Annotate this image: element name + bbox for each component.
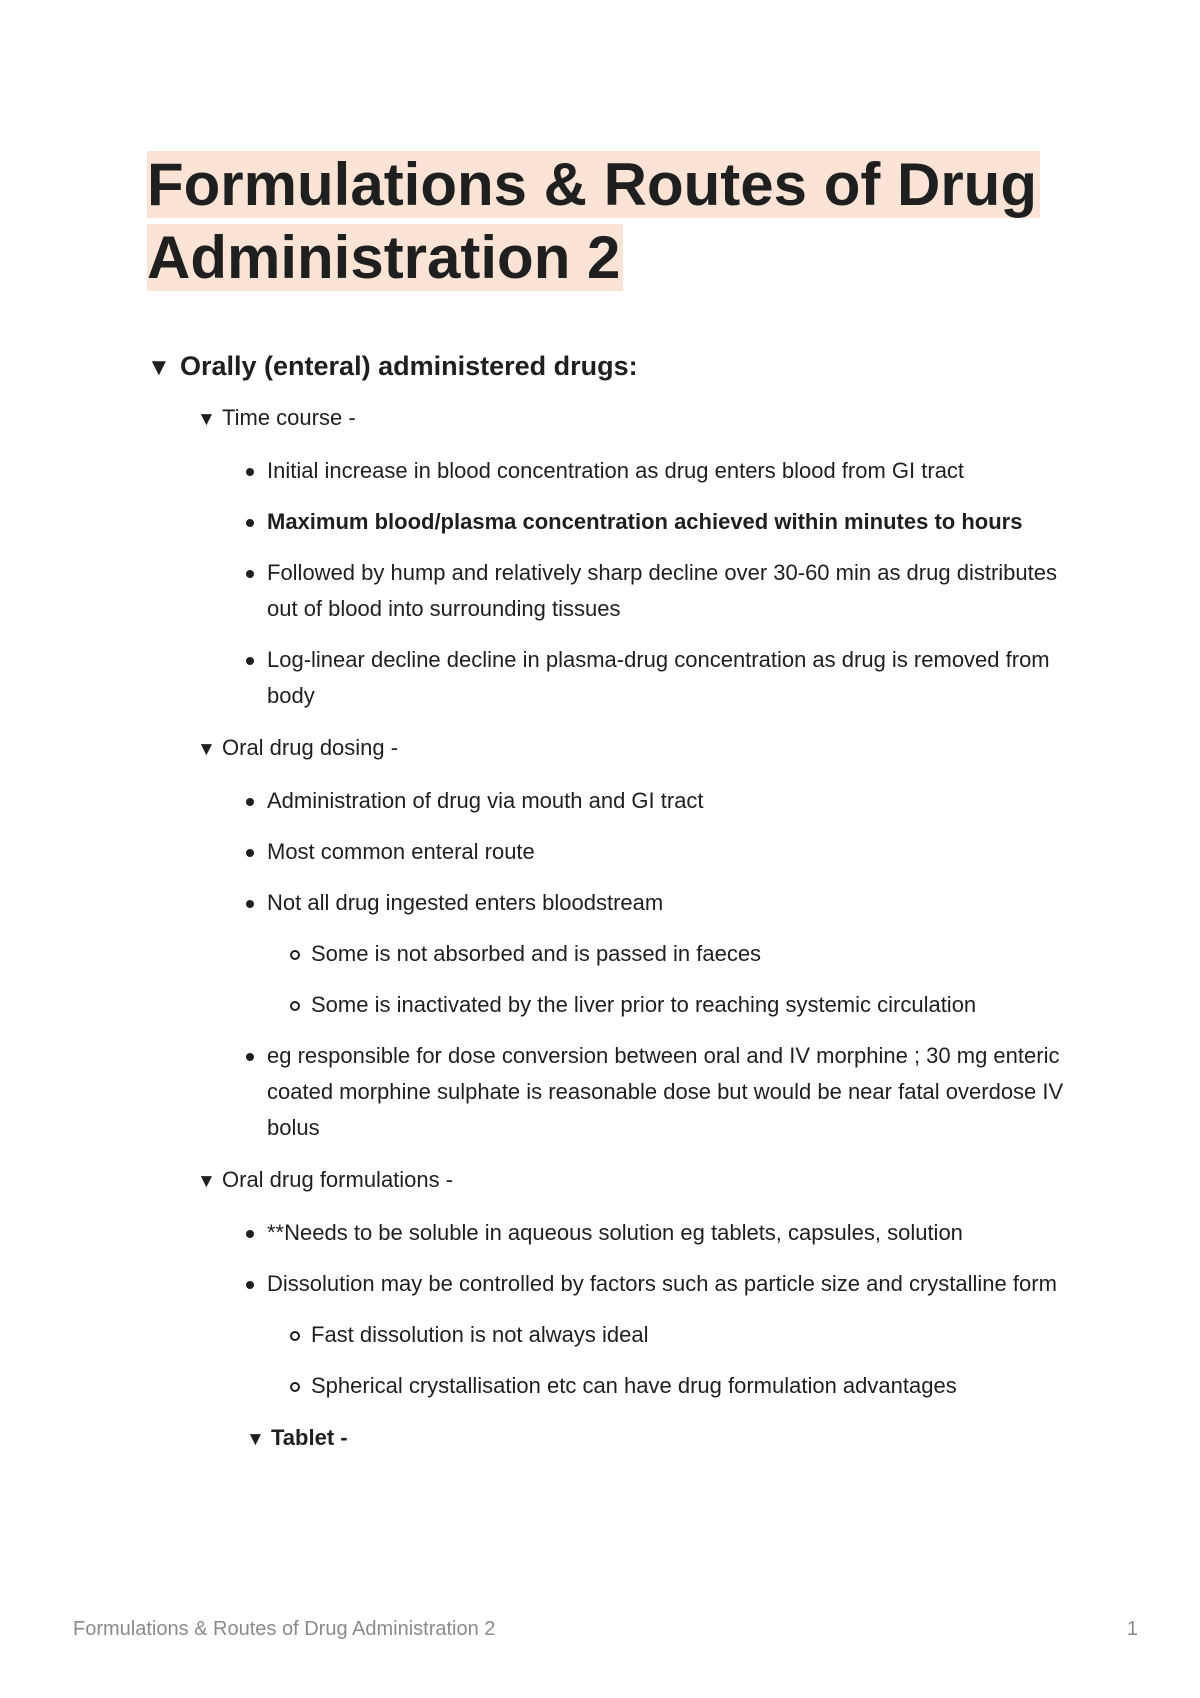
page-number: 1 (1126, 1618, 1138, 1640)
list-item: eg responsible for dose conversion between oral and IV morphine ; 30 mg enteric coated morphine sulphate is reasonable dose but would be near fatal overdose IV bolus (246, 1038, 1067, 1146)
list-item-text: Not all drug ingested enters bloodstream (267, 890, 664, 915)
toggle-time-course[interactable] (197, 400, 1067, 438)
list-item: **Needs to be soluble in aqueous solution eg tablets, capsules, solution (246, 1215, 1067, 1251)
oral-formulations-heading: Oral drug formulations - (222, 1167, 454, 1192)
toggle-triangle-icon[interactable]: ▼ (197, 1171, 216, 1192)
toggle-triangle-icon[interactable]: ▼ (197, 739, 216, 760)
list-item: Followed by hump and relatively sharp decline over 30-60 min as drug distributes out of blood into surrounding tissues (246, 555, 1067, 627)
oral-dosing-list (197, 783, 1067, 1146)
oral-dosing-heading: Oral drug dosing - (222, 735, 399, 760)
tablet-heading: Tablet - (271, 1425, 348, 1450)
sub-list-item: Some is inactivated by the liver prior to reaching systemic circulation (290, 987, 1067, 1023)
toggle-tablet[interactable] (246, 1420, 1067, 1458)
list-item: Initial increase in blood concentration as drug enters blood from GI tract (246, 453, 1067, 489)
list-item-with-children (246, 885, 1067, 1023)
list-item: Maximum blood/plasma concentration achieved within minutes to hours (246, 504, 1067, 540)
page-content (147, 148, 1067, 1458)
list-item: Most common enteral route (246, 834, 1067, 870)
toggle-triangle-icon[interactable]: ▼ (147, 354, 171, 381)
time-course-list (197, 453, 1067, 714)
toggle-triangle-icon[interactable]: ▼ (197, 409, 216, 430)
footer-title: Formulations & Routes of Drug Administration 2 (73, 1618, 496, 1640)
page-title (147, 148, 1067, 294)
page-title-text: Formulations & Routes of Drug Administration 2 (147, 151, 1040, 291)
list-item: Administration of drug via mouth and GI tract (246, 783, 1067, 819)
section-heading: Orally (enteral) administered drugs: (180, 351, 638, 381)
list-item-with-children (246, 1266, 1067, 1404)
oral-formulations-list (197, 1215, 1067, 1404)
list-item: Log-linear decline decline in plasma-drug concentration as drug is removed from body (246, 642, 1067, 714)
page-footer (73, 1618, 1138, 1641)
toggle-oral-formulations[interactable] (197, 1162, 1067, 1200)
sub-list-item: Spherical crystallisation etc can have drug formulation advantages (290, 1368, 1067, 1404)
oral-dosing-sublist (267, 936, 1067, 1023)
sub-list-item: Some is not absorbed and is passed in faeces (290, 936, 1067, 972)
toggle-oral-dosing[interactable] (197, 730, 1067, 768)
toggle-triangle-icon[interactable]: ▼ (246, 1429, 265, 1450)
sub-list-item: Fast dissolution is not always ideal (290, 1317, 1067, 1353)
toggle-oral-drugs[interactable] (147, 349, 1067, 385)
section-body (197, 400, 1067, 1458)
oral-formulations-sublist (267, 1317, 1067, 1404)
list-item-text: Dissolution may be controlled by factors such as particle size and crystalline form (267, 1271, 1057, 1296)
time-course-heading: Time course - (222, 405, 356, 430)
